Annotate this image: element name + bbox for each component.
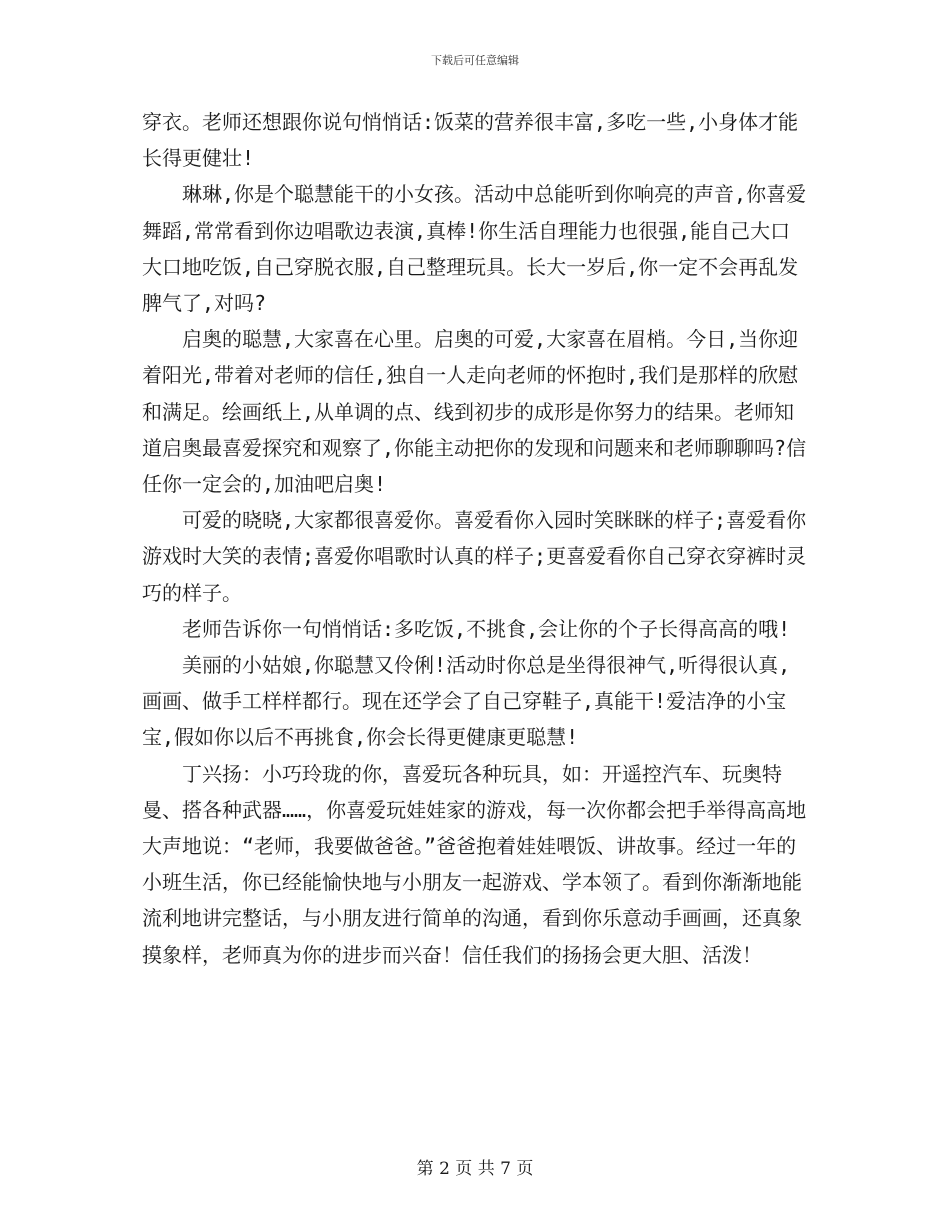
paragraph: 丁兴扬：小巧玲珑的你，喜爱玩各种玩具，如：开遥控汽车、玩奥特曼、搭各种武器……，你喜爱玩娃娃家的游戏，每一次你都会把手举得高高地大声地说：“老师，我要做爸爸。”爸爸抱着娃娃喂饭、讲故事。经过一年的小班生活，你已经能愉快地与小朋友一起游戏、学本领了。看到你渐渐地能流利地讲完整话，与小朋友进行简单的沟通，看到你乐意动手画画，还真象摸象样，老师真为你的进步而兴奋！信任我们的扬扬会更大胆、活泼！	[142, 761, 807, 967]
page-header: 下载后可任意编辑	[431, 54, 519, 67]
paragraph: 美丽的小姑娘,你聪慧又伶俐!活动时你总是坐得很神气,听得很认真,画画、做手工样样都行。现在还学会了自己穿鞋子,真能干!爱洁净的小宝宝,假如你以后不再挑食,你会长得更健康更聪慧!	[142, 653, 791, 750]
paragraph: 穿衣。老师还想跟你说句悄悄话:饭菜的营养很丰富,多吃一些,小身体才能长得更健壮!	[142, 110, 799, 171]
page-number: 第 2 页 共 7 页	[416, 1159, 534, 1179]
paragraph: 琳琳,你是个聪慧能干的小女孩。活动中总能听到你响亮的声音,你喜爱舞蹈,常常看到你边唱歌边表演,真棒!你生活自理能力也很强,能自己大口大口地吃饭,自己穿脱衣服,自己整理玩具。长大一岁后,你一定不会再乱发脾气了,对吗?	[142, 182, 807, 316]
paragraph: 可爱的晓晓,大家都很喜爱你。喜爱看你入园时笑眯眯的样子;喜爱看你游戏时大笑的表情;喜爱你唱歌时认真的样子;更喜爱看你自己穿衣穿裤时灵巧的样子。	[142, 508, 807, 605]
paragraph: 老师告诉你一句悄悄话:多吃饭,不挑食,会让你的个子长得高高的哦!	[182, 616, 791, 641]
document-body	[142, 104, 810, 973]
paragraph: 启奥的聪慧,大家喜在心里。启奥的可爱,大家喜在眉梢。今日,当你迎着阳光,带着对老师的信任,独自一人走向老师的怀抱时,我们是那样的欣慰和满足。绘画纸上,从单调的点、线到初步的成形是你努力的结果。老师知道启奥最喜爱探究和观察了,你能主动把你的发现和问题来和老师聊聊吗?信任你一定会的,加油吧启奥!	[142, 327, 807, 497]
